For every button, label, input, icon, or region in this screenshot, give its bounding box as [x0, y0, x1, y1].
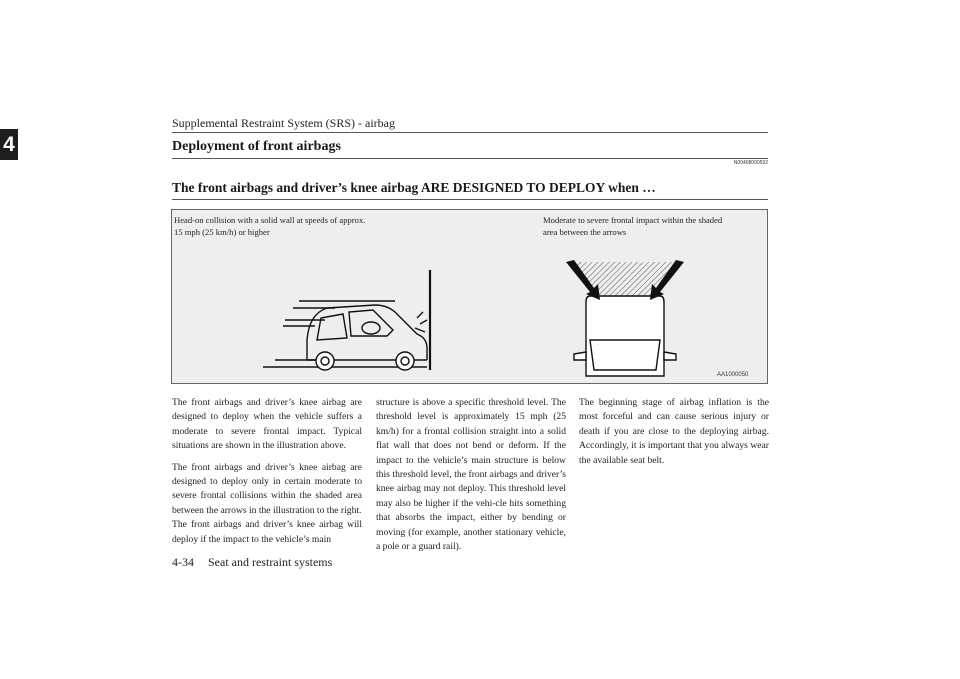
overhead-impact-zone-illustration [560, 260, 690, 378]
body-column-2 [376, 396, 566, 554]
body-column-1 [172, 396, 362, 547]
paragraph: The front airbags and driver’s knee airbag will deploy if the impact to the vehicle’s main [172, 519, 362, 545]
paragraph: The front airbags and driver’s knee airbag are designed to deploy when the vehicle suffers a moderate to severe frontal impact. Typical situations are shown in the illustration above. [172, 397, 362, 452]
section-title: Deployment of front airbags [172, 139, 341, 154]
left-figure-caption: Head-on collision with a solid wall at speeds of approx. 15 mph (25 km/h) or higher [174, 215, 366, 237]
body-column-3 [579, 396, 769, 468]
figure-code: AA1000050 [717, 372, 749, 378]
right-figure-caption: Moderate to severe frontal impact within the shaded area between the arrows [543, 215, 723, 237]
paragraph: The front airbags and driver’s knee airbag are designed to deploy only in certain moderate to severe frontal collisions within the shaded area between the arrows in the illustration to the right. [172, 461, 362, 516]
paragraph: The beginning stage of airbag inflation is the most forceful and can cause serious injury or death if you are close to the deploying airbag. Accordingly, it is important that you always wear the available seat belt. [579, 397, 769, 466]
subsection-rule [172, 199, 768, 200]
page-footer [172, 555, 332, 570]
chapter-tab: 4 [0, 129, 18, 160]
car-wall-collision-illustration [255, 268, 445, 378]
subsection-title: The front airbags and driver’s knee airbag ARE DESIGNED TO DEPLOY when … [172, 180, 656, 195]
page-number: 4-34 [172, 555, 194, 569]
doc-code: N00408000592 [733, 160, 768, 166]
running-head: Supplemental Restraint System (SRS) - airbag [172, 116, 395, 130]
chapter-title: Seat and restraint systems [208, 555, 333, 569]
header-rule [172, 132, 768, 133]
section-rule [172, 158, 768, 159]
paragraph: structure is above a specific threshold level. The threshold level is approximately 15 mph (25 km/h) for a frontal collision straight into a solid flat wall that does not bend or deform. If the impact to the vehicle’s main structure is below this threshold level, the front airbags and driver’s knee airbag may not deploy. This threshold level may also be higher if the vehi-cle hits something that absorbs the impact, either by bending or moving (for example, another stationary vehicle, a pole or a guard rail). [376, 397, 566, 553]
